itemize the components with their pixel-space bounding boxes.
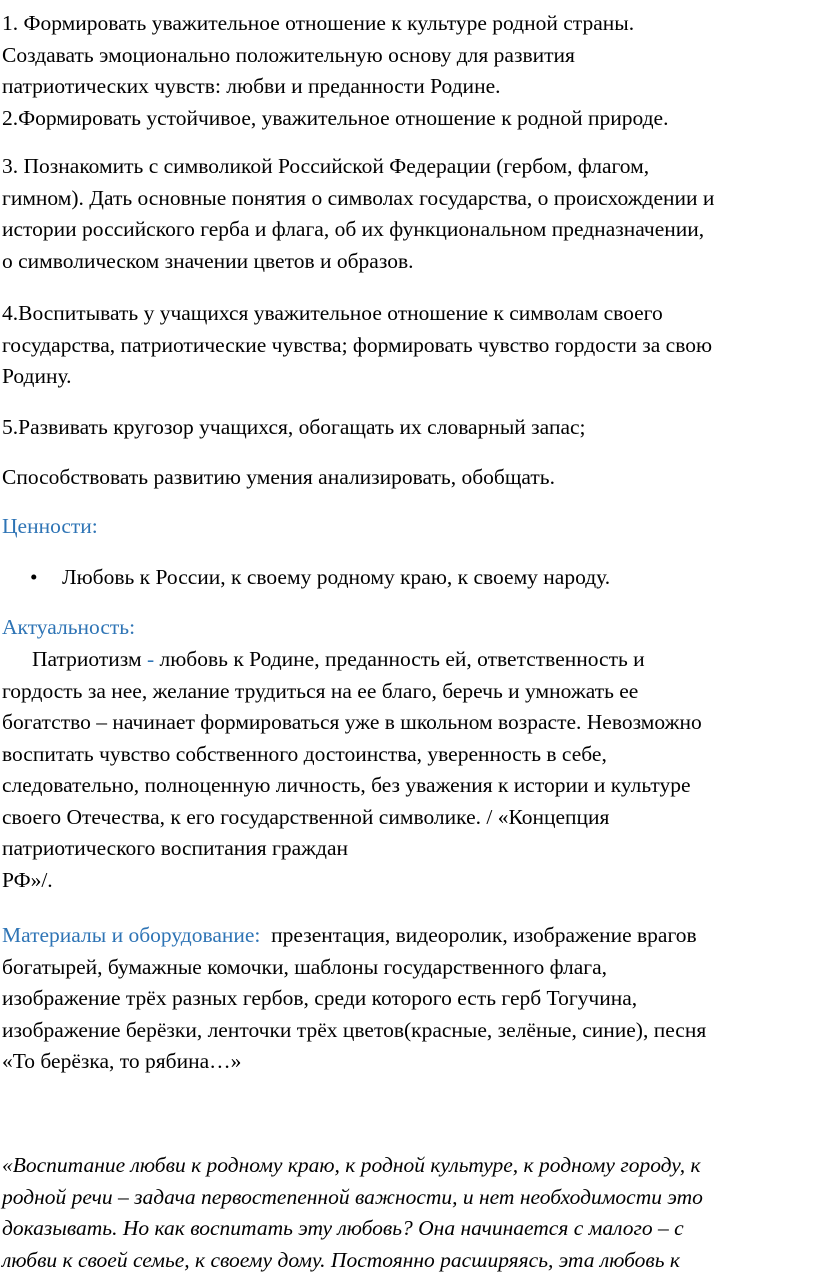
goal-2	[2, 103, 814, 135]
goal-3	[2, 151, 814, 277]
text-line: патриотического воспитания граждан	[2, 836, 348, 860]
text-line: следовательно, полноценную личность, без уважения к истории и культуре	[2, 773, 691, 797]
text-line: патриотических чувств: любви и преданности Родине.	[2, 74, 501, 98]
text-line: 3. Познакомить с символикой Российской Федерации (гербом, флагом,	[2, 154, 650, 178]
text-line: о символическом значении цветов и образов.	[2, 248, 414, 273]
relevance-dash: -	[146, 647, 155, 671]
text-line: «Воспитание любви к родному краю, к родной культуре, к родному городу, к	[2, 1153, 701, 1177]
relevance-paragraph	[2, 644, 814, 896]
relevance-first-rest: любовь к Родине, преданность ей, ответственность и	[159, 647, 645, 671]
text-line: доказывать. Но как воспитать эту любовь? Она начинается с малого – с	[2, 1216, 684, 1240]
goal-5	[2, 412, 814, 444]
values-item-text: Любовь к России, к своему родному краю, к своему народу.	[62, 565, 611, 589]
text-line: изображение берёзки, ленточки трёх цветов(красные, зелёные, синие), песня	[2, 1017, 707, 1042]
text-line: гимном). Дать основные понятия о символах государства, о происхождении и	[2, 185, 715, 210]
text-line: истории российского герба и флага, об их функциональном предназначении,	[2, 217, 705, 241]
text-line: 5.Развивать кругозор учащихся, обогащать их словарный запас;	[2, 415, 586, 439]
goal-6	[2, 462, 814, 494]
materials-paragraph	[2, 920, 814, 1078]
text-line	[2, 644, 814, 676]
values-heading	[2, 511, 814, 543]
text-line: Создавать эмоционально положительную основу для развития	[2, 42, 575, 67]
text-line: богатство – начинает формироваться уже в школьном возрасте. Невозможно	[2, 710, 702, 734]
text-line: родной речи – задача первостепенной важности, и нет необходимости это	[2, 1184, 703, 1209]
text-line: Способствовать развитию умения анализировать, обобщать.	[2, 465, 555, 489]
relevance-first-word: Патриотизм	[32, 647, 142, 671]
values-heading-text: Ценности:	[2, 514, 98, 538]
text-line: изображение трёх разных гербов, среди которого есть герб Тогучина,	[2, 986, 638, 1010]
materials-heading: Материалы и оборудование:	[2, 923, 261, 947]
relevance-heading	[2, 612, 814, 644]
goal-4	[2, 298, 814, 393]
text-line: гордость за нее, желание трудиться на ее благо, беречь и умножать ее	[2, 678, 639, 703]
text-line: воспитать чувство собственного достоинства, уверенность в себе,	[2, 741, 607, 766]
goal-1	[2, 8, 814, 103]
text-line: 2.Формировать устойчивое, уважительное отношение к родной природе.	[2, 106, 669, 130]
text-line: РФ»/.	[2, 867, 53, 892]
text-line	[2, 920, 814, 952]
relevance-heading-text: Актуальность:	[2, 615, 136, 639]
text-line: «То берёзка, то рябина…»	[2, 1049, 242, 1073]
text-line: любви к своей семье, к своему дому. Постоянно расширяясь, эта любовь к	[2, 1247, 680, 1272]
text-line: своего Отечества, к его государственной символике. / «Концепция	[2, 804, 610, 829]
epigraph-quote	[2, 1150, 814, 1276]
text-line: Родину.	[2, 364, 72, 388]
text-line: 4.Воспитывать у учащихся уважительное отношение к символам своего	[2, 301, 663, 325]
materials-first-rest: презентация, видеоролик, изображение врагов	[271, 923, 697, 947]
text-line: 1. Формировать уважительное отношение к культуре родной страны.	[2, 11, 635, 35]
text-line: богатырей, бумажные комочки, шаблоны государственного флага,	[2, 954, 608, 979]
bullet-icon: •	[30, 565, 38, 589]
text-line: государства, патриотические чувства; формировать чувство гордости за свою	[2, 332, 713, 357]
values-list-item	[30, 562, 610, 594]
